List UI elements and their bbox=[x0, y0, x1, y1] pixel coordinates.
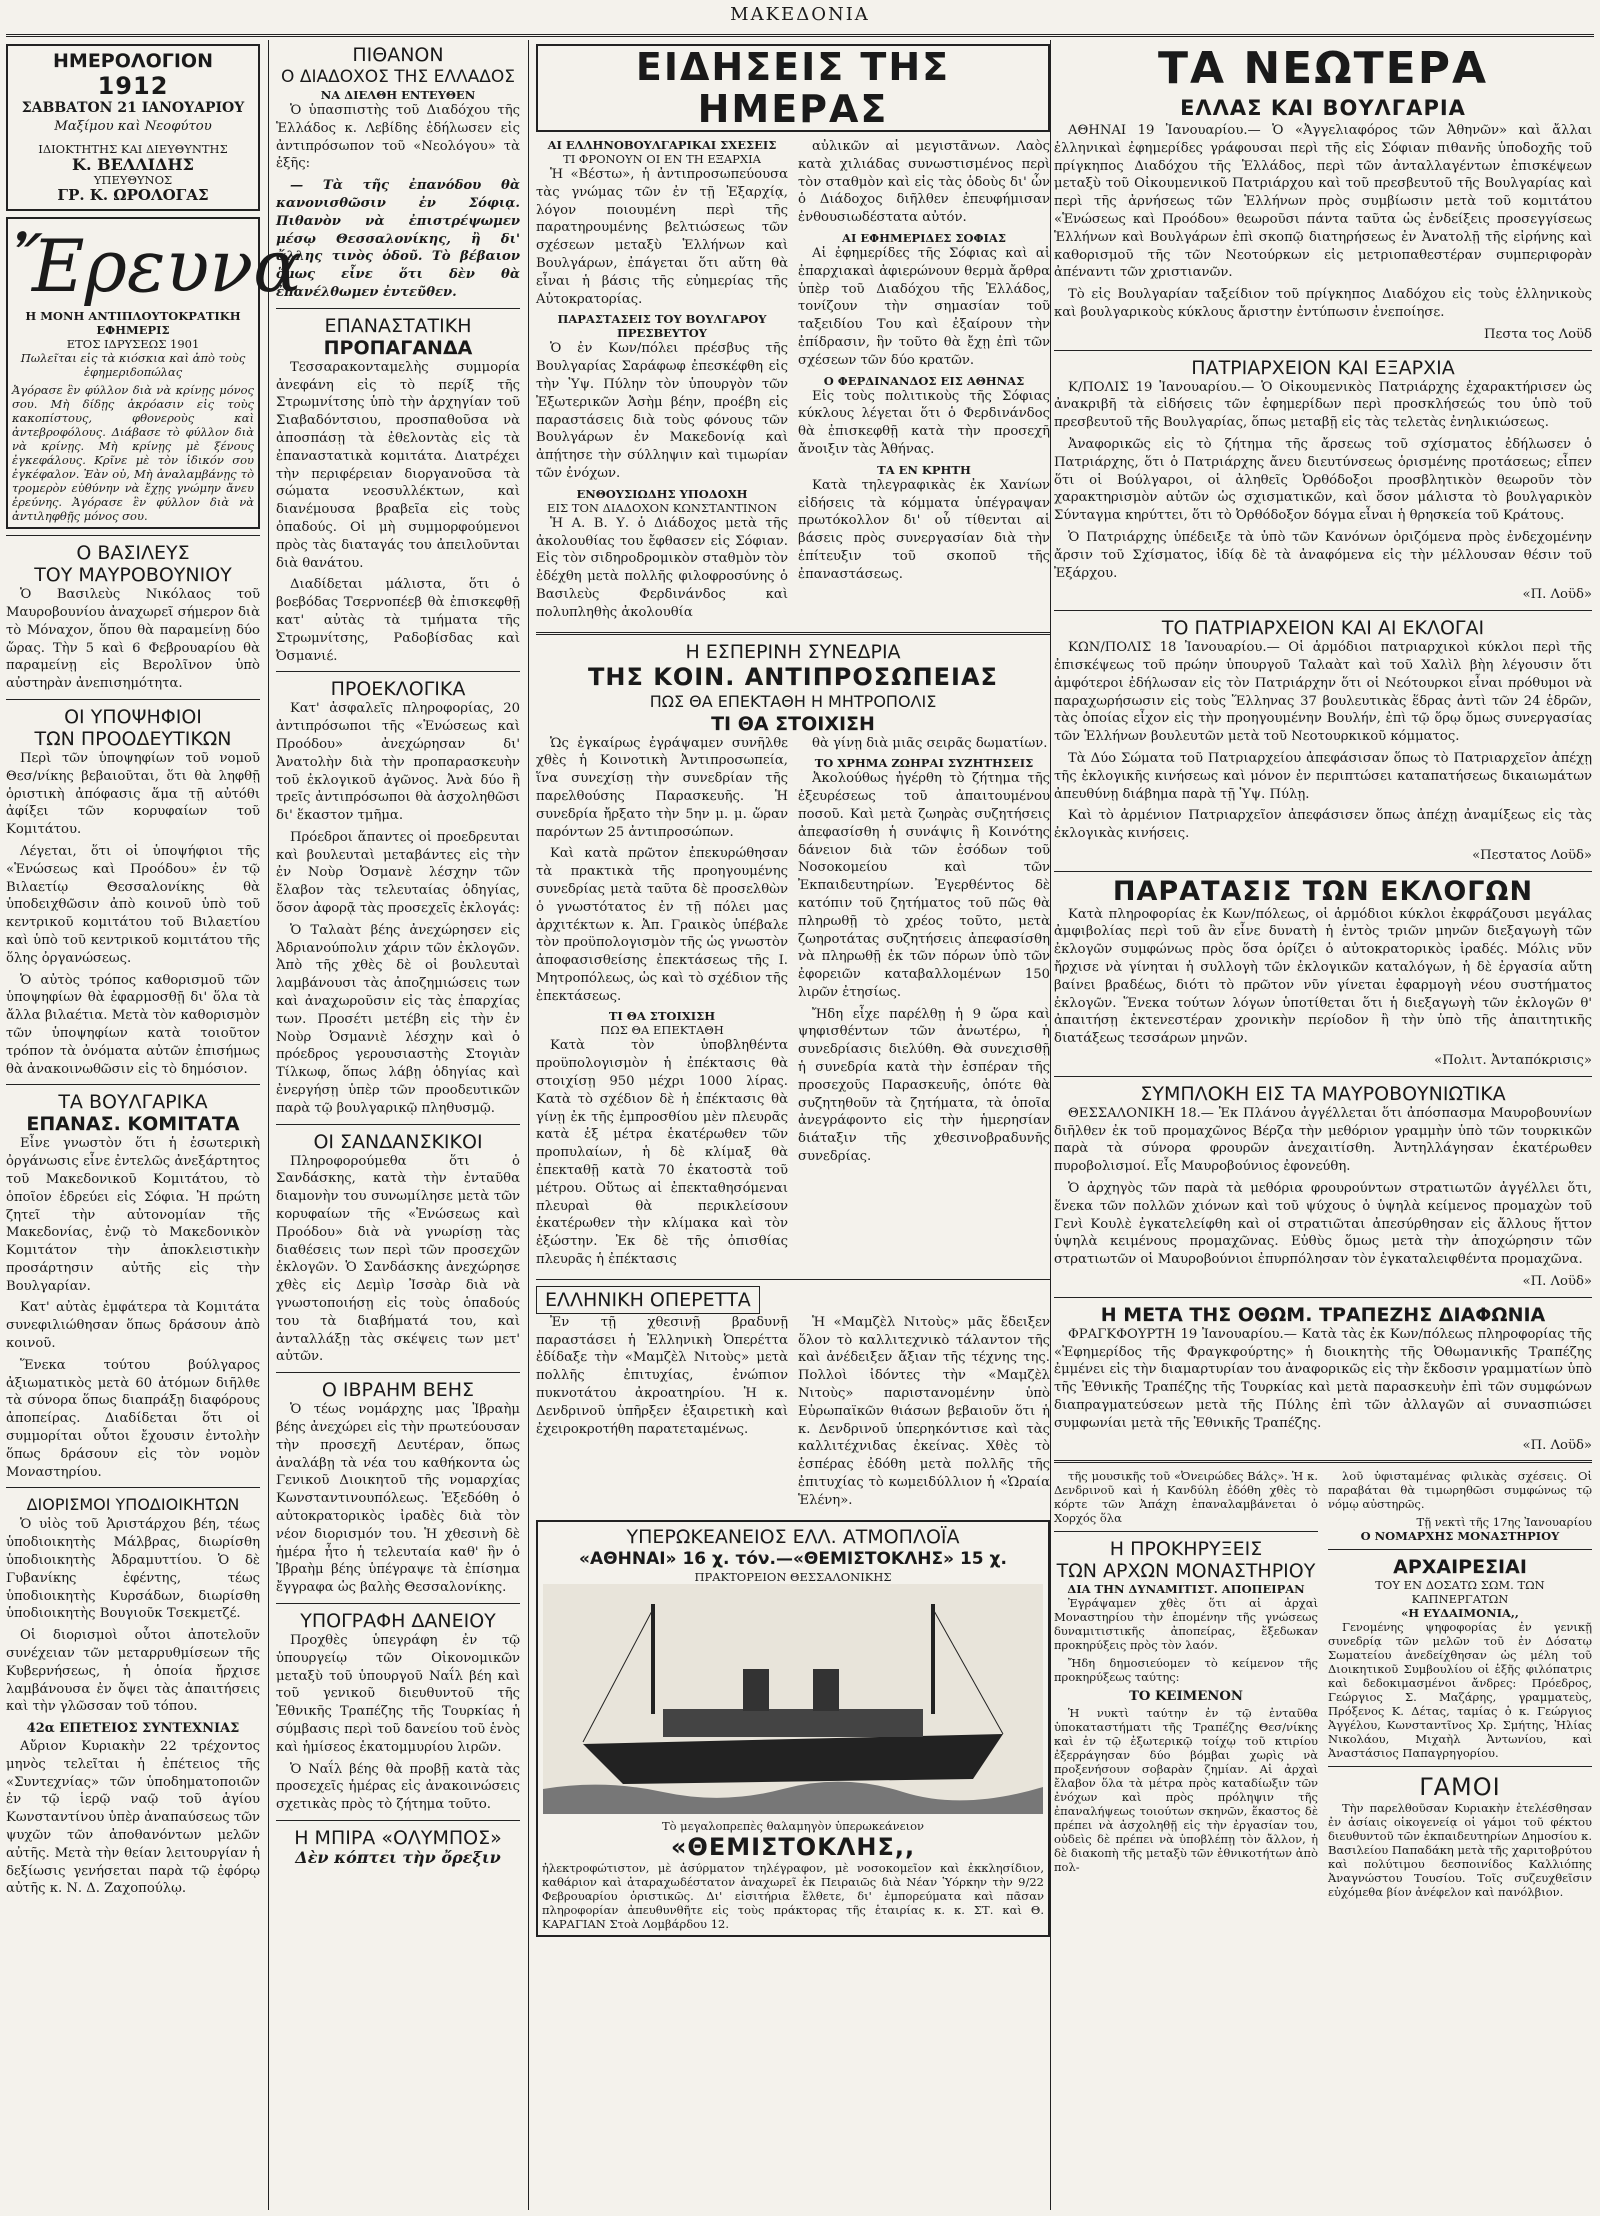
headline-presveftis: ΠΑΡΑΣΤΑΣΕΙΣ ΤΟΥ ΒΟΥΛΓΑΡΟΥ ΠΡΕΣΒΕΥΤΟΥ bbox=[557, 312, 767, 341]
column-divider bbox=[268, 40, 269, 2210]
ereuna-year: ΕΤΟΣ ΙΔΡΥΣΕΩΣ 1901 bbox=[66, 337, 200, 352]
operetta-left bbox=[536, 1314, 788, 1514]
article-text: Αὔριον Κυριακὴν 22 τρέχοντος μηνὸς τελεῖται ἡ ἐπέτειος τῆς «Συντεχνίας» τῶν ὑποδηματοποιῶν ἐν τῷ ἱερῷ ναῷ τοῦ ἁγίου Κωνσταντίνου ὑπὲρ ἀναπαύσεως τῶν ψυχῶν τῶν ἀποθανόντων μελῶν αὐτῆς. Μετὰ τὴν θείαν λειτουργίαν ἡ δεξίωσις γενήσεται παρὰ τῷ ἐφόρῳ αὐτῆς κ. Ν. Δ. Ζαχοπούλῳ. bbox=[6, 1739, 260, 1897]
divider bbox=[6, 1084, 260, 1085]
headline-diorismoi: ΔΙΟΡΙΣΜΟΙ ΥΠΟΔΙΟΙΚΗΤΩΝ bbox=[26, 1495, 240, 1515]
article-text: Τὴν παρελθοῦσαν Κυριακὴν ἐτελέσθησαν ἐν ἀσίαις οἰκογενείᾳ οἱ γάμοι τοῦ φέκτου διευθυντοῦ τῶν ἐκπαιδευτηρίων Δημοσίου κ. Βασιλείου Παπαδάκη μετὰ τῆς χαριτοβρύτου καὶ πολύτιμου δεσποινίδος Καλλιόπης Ἀναγνώστου Τουσίου. Τοῖς συζευχθεῖσιν εὐχόμεθα βίον ἀνέφελον καὶ πανόλβιον. bbox=[1328, 1801, 1592, 1900]
article-text: τῆς μουσικῆς τοῦ «Ὀνειρώδες Βάλς». Ἡ κ. Δενδρινοῦ καὶ ἡ Κανδύλη ἐδόθη χθὲς τὸ κόρτε τῶν Ἀπάχη ἐπαναλαμβάνεται ὁ Χορχός ὅλα bbox=[1054, 1469, 1318, 1526]
divider bbox=[1054, 1076, 1592, 1077]
ereuna-subtitle: Η ΜΟΝΗ ΑΝΤΙΠΛΟΥΤΟΚΡΑΤΙΚΗ ΕΦΗΜΕΡΙΣ bbox=[25, 309, 241, 338]
headline-neotera: ΤΑ ΝΕΩΤΕΡΑ bbox=[1157, 43, 1489, 94]
column-2 bbox=[276, 44, 520, 1867]
article-text: Κατὰ τηλεγραφικὰς ἐκ Χανίων εἰδήσεις τὰ κόμματα ὑπέγραψαν πρωτόκολλον δι' οὗ τίθενται αἱ βάσεις πρὸς συνεργασίαν διὰ τὴν ἐπίτευξιν τοῦ σκοποῦ τῆς ἐπαναστάσεως. bbox=[798, 477, 1050, 582]
divider bbox=[1328, 1766, 1592, 1767]
article-text: Κατ' αὐτὰς ἐμφάτερα τὰ Κομιτάτα συνεφιλιώθησαν ὅπως δράσουν ἀπὸ κοινοῦ. bbox=[6, 1300, 260, 1352]
owner-label: ΙΔΙΟΚΤΗΤΗΣ ΚΑΙ ΔΙΕΥΘΥΝΤΗΣ bbox=[38, 141, 228, 156]
divider bbox=[536, 1279, 1050, 1280]
divider bbox=[6, 1487, 260, 1488]
headline-atmoploia-sub: «ΑΘΗΝΑΙ» 16 χ. τόν.—«ΘΕΜΙΣΤΟΚΛΗΣ» 15 χ. bbox=[579, 1548, 1007, 1569]
headline-chrima: ΤΟ ΧΡΗΜΑ ΖΩΗΡΑΙ ΣΥΖΗΤΗΣΕΙΣ bbox=[814, 756, 1034, 771]
headline-voulgarika-sub: ΕΠΑΝΑΣ. ΚΟΜΙΤΑΤΑ bbox=[26, 1113, 240, 1136]
headline-eidiseis: ΕΙΔΗΣΕΙΣ ΤΗΣ ΗΜΕΡΑΣ bbox=[536, 44, 1050, 132]
article-text: Ὁ Ναΐλ βέης θὰ προβῇ κατὰ τὰς προσεχεῖς ἡμέρας εἰς ἀνακοινώσεις σχετικὰς πρὸς τὸ ζήτημα τοῦτο. bbox=[276, 1761, 520, 1813]
headline-tistoix: ΤΙ ΘΑ ΣΤΟΙΧΙΣΗ bbox=[608, 1009, 716, 1024]
article-text: Ἀκολούθως ἠγέρθη τὸ ζήτημα τῆς ἐξευρέσεως τοῦ ἀπαιτουμένου ποσοῦ. Καὶ μετὰ ζωηρὰς συζητήσεις ἀπεφασίσθη ἡ συνάψις ἢ Κοινότης δάνειον διὰ τῶν ἐσόδων τοῦ Νοσοκομείου καὶ τῶν Ἐκπαιδευτηρίων. Ἐγερθέντος δὲ κατόπιν τοῦ ζητήματος τοῦ πῶς θὰ πληρωθῇ τὸ χρέος τοῦτο, μετὰ ζωηροτάτας συζητήσεις ἀπεφασίσθη νὰ πληρωθῇ ἐκ τῶν πόρων ὑπὸ τῶν ἐφορειῶν καταβαλλομένων 150 λιρῶν ἐτησίως. bbox=[798, 771, 1050, 1000]
article-text: Ὁ Πατριάρχης ὑπέδειξε τὰ ὑπὸ τῶν Κανόνων ὁριζόμενα πρὸς ἐνδεχομένην ἄρσιν τοῦ Σχίσματος, ἰδίᾳ δὲ τὰ ἀναφόμενα εἰς τὴν μέλλουσαν θέσιν τοῦ Ἐξάρχου. bbox=[1054, 529, 1592, 581]
mpira-slogan: Δὲν κόπτει τὴν ὄρεξιν bbox=[295, 1847, 501, 1867]
headline-ferdinandos: Ο ΦΕΡΔΙΝΑΝΔΟΣ ΕΙΣ ΑΘΗΝΑΣ bbox=[823, 373, 1025, 388]
article-text: Τὰ Δύο Σώματα τοῦ Πατριαρχείου ἀπεφάσισαν ὅπως τὸ Πατριαρχεῖον ἀπέχῃ τῆς ἐκλογικῆς κινήσεως καὶ μόνον ἐν περιπτώσει καταπατήσεως δικαιωμάτων ἀπευθύνῃ διάβημα παρὰ τῇ Ὑψ. Πύλῃ. bbox=[1054, 750, 1592, 802]
article-text: Ἐν τῇ χθεσινῇ βραδυνῇ παραστάσει ἡ Ἑλληνικὴ Ὀπερέττα ἐδίδαξε τὴν «Μαμζὲλ Νιτοὺς» μετὰ πολλῆς ἐπιτυχίας, ἐνώπιον πυκνοτάτου ἀκροατηρίου. Ἡ κ. Δενδρινοῦ ὑπῆρξεν ἐξαιρετικὴ καὶ ἐχειροκροτήθη παρατεταμένως. bbox=[536, 1314, 788, 1437]
owner-name: Κ. ΒΕΛΛΙΔΗΣ bbox=[72, 154, 194, 174]
operetta-two-columns bbox=[536, 1314, 1050, 1514]
bottom-left bbox=[1054, 1469, 1318, 1903]
bottom-right bbox=[1328, 1469, 1592, 1903]
divider bbox=[1054, 350, 1592, 351]
ereuna-advert bbox=[6, 217, 302, 529]
headline-tistoix-sub: ΠΩΣ ΘΑ ΕΠΕΚΤΑΘΗ bbox=[600, 1023, 724, 1038]
signature: «Π. Λοϋδ» bbox=[1522, 587, 1592, 603]
article-text: θὰ γίνῃ διὰ μιᾶς σειρᾶς δωματίων. bbox=[812, 735, 1048, 751]
headline-synteхnia: 42α ΕΠΕΤΕΙΟΣ ΣΥΝΤΕΧΝΙΑΣ bbox=[26, 1721, 240, 1737]
divider bbox=[276, 1603, 520, 1604]
article-text: Κατ' ἀσφαλεῖς πληροφορίας, 20 ἀντιπρόσωποι τῆς «Ἑνώσεως καὶ Προόδου» ἀνεχώρησαν δι' Ἀνατολὴν διὰ τὴν προπαρασκευὴν τοῦ ἐκλογικοῦ ἀγῶνος. Ἀνὰ δύο ἢ τρεῖς ἀντιπρόσωποι θὰ ἀσχοληθῶσι δι' ἕκαστον τμῆμα. bbox=[276, 701, 520, 824]
headline-archieresiai-sub2: «Η ΕΥΔΑΙΜΟΝΙΑ,, bbox=[1401, 1606, 1519, 1621]
headline-pithanon-sub: Ο ΔΙΑΔΟΧΟΣ ΤΗΣ ΕΛΛΑΔΟΣ bbox=[281, 67, 515, 87]
headline-vasileus-sub: ΤΟΥ ΜΑΥΡΟΒΟΥΝΙΟΥ bbox=[34, 564, 232, 587]
headline-symploki: ΣΥΜΠΛΟΚΗ ΕΙΣ ΤΑ ΜΑΥΡΟΒΟΥΝΙΩΤΙΚΑ bbox=[1140, 1082, 1506, 1105]
headline-ellas: ΕΛΛΑΣ ΚΑΙ ΒΟΥΛΓΑΡΙΑ bbox=[1180, 96, 1466, 120]
article-text: Κατὰ πληροφορίας ἐκ Κων/πόλεως, οἱ ἁρμόδιοι κύκλοι ἐκφράζουσι μεγάλας ἀμφιβολίας περὶ τοῦ ἂν εἶνε δυνατὴ ἡ ἐντὸς τριῶν μηνῶν διεξαγωγὴ τῶν ἐκλογῶν συμφώνως πρὸς ὅσα ὁρίζει ὁ αὐτοκρατορικὸς ἰραδές. Μόλις νῦν ἤρχισε νὰ γίνηται ἡ συλλογὴ τῶν ἐκλογικῶν καταλόγων, ἡ δὲ ἐργασία αὕτη βαίνει βραδέως, διότι τὸ πρῶτον νῦν γίνεται ἐφαρμογὴ νέου συστήματος ἐκλογῶν. Ἕνεκα τούτων λόγων ὑποτίθεται ὅτι ἡ διεξαγωγὴ τῶν ἐκλογῶν θ' ἀπαιτήσῃ ἐκτενεστέραν χρονικὴν περίοδον ἢ τὴν ὑπὸ τῆς ἀπαιτητικῆς διατάξεως τεσσάρων μηνῶν. bbox=[1054, 906, 1592, 1047]
signature: «Πολιτ. Ἀνταπόκρισις» bbox=[1434, 1053, 1592, 1069]
headline-esperini-sub3: ΤΙ ΘΑ ΣΤΟΙΧΙΣΗ bbox=[711, 712, 875, 735]
calendar-date: ΣΑΒΒΑΤΟΝ 21 ΙΑΝΟΥΑΡΙΟΥ bbox=[21, 100, 245, 116]
article-text: Ἕνεκα τούτου βούλγαρος ἀξιωματικὸς μετὰ 60 ἀτόμων διῆλθε τὰ σύνορα ὅπως διαπράξῃ διαφόρους ἀποπείρας. Διαδίδεται ὅτι οἱ συμμορίται οὗτοι ἔχουσιν ἐντολὴν ὅπως δράσουν εἰς τὸν νομὸν Μοναστηρίου. bbox=[6, 1357, 260, 1480]
article-text: Οἱ διορισμοὶ οὗτοι ἀποτελοῦν συνέχειαν τῶν μεταρρυθμίσεων τῆς Κυβερνήσεως, ἡ ὁποία ἤρχισε λαμβάνουσα ἐν ὄψει τὰς ἀπαιτήσεις καὶ τὴν γλῶσσαν τοῦ τόπου. bbox=[6, 1628, 260, 1715]
article-text: Εἰς τοὺς πολιτικοὺς τῆς Σόφιας κύκλους λέγεται ὅτι ὁ Φερδινάνδος θὰ ἐπισκεφθῇ κατὰ τὴν προσεχῆ ἄνοιξιν τὰς Ἀθήνας. bbox=[798, 388, 1050, 457]
responsible-label: ΥΠΕΥΘΥΝΟΣ bbox=[93, 173, 173, 188]
headline-epanastatiki-sub: ΠΡΟΠΑΓΑΝΔΑ bbox=[323, 336, 473, 359]
divider bbox=[1054, 1531, 1318, 1532]
article-text: Ἐγράψαμεν χθὲς ὅτι αἱ ἀρχαὶ Μοναστηρίου τὴν ἑπομένην τῆς γνώσεως δυναμιτιστικῆς ἀποπείρας, ἔξεδωκαν προκηρύξεις πρὸς τὸν λαόν. bbox=[1054, 1596, 1318, 1653]
headline-ellbulg-sub: ΤΙ ΦΡΟΝΟΥΝ ΟΙ ΕΝ ΤΗ ΕΞΑΡΧΙΑ bbox=[563, 152, 761, 166]
article-text: Ἡ Α. Β. Υ. ὁ Διάδοχος μετὰ τῆς ἀκολουθίας του ἔφθασεν εἰς Σόφιαν. Εἰς τὸν σιδηροδρομικὸν σταθμὸν τὸν ἐδέχθη μετὰ πολλῆς φιλοφροσύνης ὁ Βασιλεὺς Φερδινάνδος καὶ πολυπληθὴς ἀκολουθία bbox=[536, 515, 788, 620]
headline-gamoi: ΓΑΜΟΙ bbox=[1419, 1773, 1501, 1802]
headline-ellbulg: ΑΙ ΕΛΛΗΝΟΒΟΥΛΓΑΡΙΚΑΙ ΣΧΕΣΕΙΣ bbox=[547, 138, 777, 152]
ereuna-logo: Ἔρευνα bbox=[12, 224, 302, 309]
headline-operetta: ΕΛΛΗΝΙΚΗ ΟΠΕΡΕΤΤΑ bbox=[536, 1286, 760, 1314]
nomarch-signature: Ο ΝΟΜΑΡΧΗΣ ΜΟΝΑΣΤΗΡΙΟΥ bbox=[1360, 1529, 1560, 1544]
article-text: Ὁ ἀρχηγὸς τῶν παρὰ τὰ μεθόρια φρουρούντων στρατιωτῶν ἀγγέλλει ὅτι, ἕνεκα τῶν πολλῶν χιόνων καὶ τοῦ ψύχους ὁ ὑψηλὰ κείμενος προμαχὼν τοῦ Γενὶ Κουλὲ ἐγκατελείφθη καὶ οἱ στρατιῶται ἀπεσύρθησαν εἰς ἄλλους ἥττον ὑψηλὰ κειμένους προμαχῶνας. Εὐθὺς ὅμως μετὰ τὴν ἀποχώρησιν τῶν στρατιωτῶν οἱ Μαυροβούνιοι ἐπυρπόλησαν τὸν ἐγκαταλειφθέντα προμαχῶνα. bbox=[1054, 1181, 1592, 1268]
headline-epanastatiki: ΕΠΑΝΑΣΤΑΤΙΚΗ bbox=[324, 314, 472, 337]
news-right bbox=[798, 138, 1050, 626]
news-two-columns bbox=[536, 138, 1050, 626]
headline-enthous: ΕΝΘΟΥΣΙΩΔΗΣ ΥΠΟΔΟΧΗ bbox=[576, 486, 748, 501]
article-text: Ὁ Ταλαὰτ βέης ἀνεχώρησεν εἰς Ἀδριανούπολιν χάριν τῶν ἐκλογῶν. Ἀπὸ τῆς χθὲς δὲ οἱ βουλευταὶ λαμβάνουσι τὰς ἀποζημιώσεις των καὶ ἀναχωροῦσιν εἰς τὰς ἐπαρχίας των. Προσέτι μετέβη εἰς τὴν ἐν Νοὺρ Ὀσμανιὲ λέσχην καὶ ὁ πρόεδρος γερουσιαστὴς Στογιὰν Τίλκωφ, ὅπως λάβῃ ὁδηγίας καὶ ἐνεργήσῃ ὑπὲρ τῶν προοδευτικῶν παρὰ τῷ βουλγαρικῷ πληθυσμῷ. bbox=[276, 922, 520, 1116]
esperini-two-columns bbox=[536, 735, 1050, 1273]
headline-prokiryxeis-sub2: ΔΙΑ ΤΗΝ ΔΥΝΑΜΙΤΙΣΤ. ΑΠΟΠΕΙΡΑΝ bbox=[1067, 1582, 1305, 1597]
signature: «Π. Λοϋδ» bbox=[1522, 1437, 1592, 1453]
headline-ekloges: ΤΟ ΠΑΤΡΙΑΡΧΕΙΟΝ ΚΑΙ ΑΙ ΕΚΛΟΓΑΙ bbox=[1161, 617, 1485, 640]
headline-keimeno: ΤΟ ΚΕΙΜΕΝΟΝ bbox=[1129, 1689, 1243, 1705]
article-text: Διαδίδεται μάλιστα, ὅτι ὁ βοεβόδας Τσερνοπέεβ θὰ ἐπισκεφθῇ κατ' αὐτὰς τὰ τμήματα τῆς Στρωμνίτσης, Ραδοβίσδας καὶ Ὀσμανιέ. bbox=[276, 577, 520, 664]
divider bbox=[1328, 1549, 1592, 1550]
article-text: Ἡ «Βέστω», ἡ ἀντιπροσωπεύουσα τὰς γνώμας τῶν ἐν τῇ Ἐξαρχίᾳ, λόγον ποιουμένη περὶ τῆς παρατηρουμένης βελτιώσεως τῶν σχέσεων μεταξὺ Ἑλλήνων καὶ Βουλγάρων, ἐπάγεται ὅτι αὕτη θὰ εἶναι ἡ βάσις τῆς εὐημερίας τῆς Αὐτοκρατορίας. bbox=[536, 167, 788, 307]
divider bbox=[276, 308, 520, 309]
column-1 bbox=[6, 44, 302, 1902]
headline-ypografi: ΥΠΟΓΡΑΦΗ ΔΑΝΕΙΟΥ bbox=[300, 1609, 496, 1632]
ship-text: ἠλεκτροφώτιστον, μὲ ἀσύρματον τηλέγραφον, μὲ νοσοκομεῖον καὶ ἐκκλησίδιον, καθάριον καὶ ἀταραχωδέστατον ἀναχωρεῖ ἐκ Πειραιῶς διὰ Νέαν Ὑόρκην τὴν 9/22 Φεβρουαρίου ὁριστικῶς. Δι' εἰσιτήρια ἔλθετε, δι' ἐμπορεύματα καὶ πᾶσαν πληροφορίαν ἀπευθυνθῆτε εἰς τοὺς πράκτορας τῆς ἑταιρίας κ. κ. ΣΤ. καὶ Θ. ΚΑΡΑΓΙΑΝ Στοὰ Λομβάρδου 12. bbox=[542, 1861, 1044, 1932]
article-text: Λέγεται, ὅτι οἱ ὑποψήφιοι τῆς «Ἑνώσεως καὶ Προόδου» ἐν τῷ Βιλαετίῳ Θεσσαλονίκης θὰ ὑποδειχθῶσιν ἀπὸ κοινοῦ ὑπὸ τοῦ κεντρικοῦ κομιτάτου τοῦ Βιλαετίου καὶ ὑπὸ τοῦ κεντρικοῦ κομιτάτου τῆς ὅλης ὀργανώσεως. bbox=[6, 843, 260, 966]
bottom-two-columns bbox=[1054, 1469, 1592, 1903]
article-text: Καὶ τὸ ἀρμένιον Πατριαρχεῖον ἀπεφάσισεν ὅπως ἀπέχῃ ἀναμίξεως εἰς τὰς ἐκλογικὰς κινήσεις. bbox=[1054, 808, 1592, 842]
divider bbox=[276, 671, 520, 672]
headline-ypopsifioi: ΟΙ ΥΠΟΨΗΦΙΟΙ bbox=[64, 705, 202, 728]
headline-enthous-sub: ΕΙΣ ΤΟΝ ΔΙΑΔΟΧΟΝ ΚΩΝΣΤΑΝΤΙΝΟΝ bbox=[547, 500, 777, 515]
headline-ypopsifioi-sub: ΤΩΝ ΠΡΟΟΔΕΥΤΙΚΩΝ bbox=[34, 727, 232, 750]
ereuna-text: Ἀγόρασε ἓν φύλλον διὰ νὰ κρίνῃς μόνος σου. Μὴ δίδῃς ἀκρόασιν εἰς τοὺς κακοπίστους, φθονεροὺς καὶ ἀντεβροφόλους. Διάβασε τὸ φύλλον διὰ νὰ κρίνῃς. Μὴ κρίνῃς μὲ ξένους ἐγκεφάλους. Κρῖνε μὲ τὸν ἰδικόν σου ἐγκέφαλον. Ἐὰν οὐ, Μὴ ἀναλαμβάνῃς τὸ τρομερὸν εὐθύνην νὰ ἔχῃς γνώμην ἄνευ ἐρεύνης. Ἀγόρασε ἓν φύλλον διὰ νὰ ἀντιληφθῇς μόνος σου. bbox=[12, 383, 254, 524]
headline-pithanon-sub2: ΝΑ ΔΙΕΛΘΗ ΕΝΤΕΥΘΕΝ bbox=[320, 88, 476, 102]
signature: «Π. Λοϋδ» bbox=[1522, 1274, 1592, 1290]
article-text: Γενομένης ψηφοφορίας ἐν γενικῇ συνεδρίᾳ τῶν μελῶν τοῦ ἐν Δόσατῳ Σωματείου ἀνεδείχθησαν ὡς μέλη τοῦ Διοικητικοῦ Συμβουλίου οἱ ἑξῆς φιλόπατρις καὶ δεδοκιμασμένοι ἄνδρες: Πρόεδρος, Γεώργιος Σ. Μαζάρης, γραμματεὺς, Πρόξενος Κ. Δέτας, ταμίας ὁ κ. Γεώργιος Ἀγγέλου, Κωνσταντῖνος Χρ. Σμήτης, Ἠλίας Νικολάου, Μιχαὴλ Ἀντωνίου, καὶ Ἀναστάσιος Παπαγρηγορίου. bbox=[1328, 1620, 1592, 1761]
esperini-left bbox=[536, 735, 788, 1273]
article-text: Περὶ τῶν ὑποψηφίων τοῦ νομοῦ Θεσ/νίκης βεβαιοῦται, ὅτι θὰ ληφθῇ ὁριστικὴ ἀπόφασις ἅμα τῇ αὐτόθι ἀφίξει τῶν κορυφαίων τοῦ Κομιτάτου. bbox=[6, 750, 260, 838]
divider bbox=[536, 632, 1050, 635]
calendar-saints: Μαξίμου καὶ Νεοφύτου bbox=[54, 118, 212, 134]
article-text: Ὁ τέως νομάρχης μας Ἰβραὴμ βέης ἀνεχώρει εἰς τὴν πρωτεύουσαν τὴν προσεχῆ Δευτέραν, ὅπως ἀναλάβῃ τὰ νέα του καθήκοντα ὡς Γενικοῦ Διοικητοῦ τῆς νομαρχίας Κωνσταντινουπόλεως. Ἐξεδόθη ὁ αὐτοκρατορικὸς ἰραδὲς διὰ τὸν νέον διορισμόν του. Ἡ χθεσινὴ δὲ ἡμέρα ἦτο ἡ τελευταία καθ' ἣν ὁ Ἰβραὴμ βέης ὑπέγραψε τὰ ἐπίσημα ἔγγραφα ὡς βαλὴς Θεσσαλονίκης. bbox=[276, 1402, 520, 1596]
ship-caption: Τὸ μεγαλοπρεπὲς θαλαμηγὸν ὑπερωκεάνειον bbox=[661, 1819, 925, 1834]
masthead-rule bbox=[6, 34, 1594, 37]
divider bbox=[276, 1124, 520, 1125]
headline-paratasis: ΠΑΡΑΤΑΣΙΣ ΤΩΝ ΕΚΛΟΓΩΝ bbox=[1112, 875, 1534, 907]
divider bbox=[276, 1372, 520, 1373]
article-text: ΘΕΣΣΑΛΟΝΙΚΗ 18.— Ἐκ Πλάνου ἀγγέλλεται ὅτι ἀπόσπασμα Μαυροβουνίων διῆλθεν ἐκ τοῦ προμαχῶνος Βέρζα τὴν μεθόριον γραμμὴν ὑπὸ τῶν τουρκικῶν παρὰ τὰ σύνορα φρουρῶν ἀνεχαιτίσθη. Ἀντηλλάγησαν ἑκατέρωθεν πυροβολισμοί. Εἷς Μαυροβούνιος ἐφονεύθη. bbox=[1054, 1105, 1592, 1175]
article-text: Ἡ «Μαμζὲλ Νιτοὺς» μᾶς ἔδειξεν ὅλον τὸ καλλιτεχνικὸ τάλαντον τῆς καὶ ἀνέδειξεν ἄξιαν τῆς τέχνης της. Πολλοὶ ἰδόντες τὴν «Μαμζὲλ Νιτοὺς» παριστανομένην ὑπὸ Εὐρωπαϊκῶν θιάσων βεβαιοῦν ὅτι ἡ κ. Δενδρινοῦ ὑπερηκόντισε καὶ τὰς καλλιτέχνιδας ἐκείνας. Χθὲς τὸ ἑσπέρας ἐδόθη μετὰ πολλῆς τῆς ἐπιτυχίας τὸ κωμειδύλλιον ἡ «Ὡραία Ἑλένη». bbox=[798, 1314, 1050, 1508]
article-text: — Τὰ τῆς ἐπανόδου θὰ κανονισθῶσιν ἐν Σόφιᾳ. Πιθανὸν νὰ ἐπιστρέψωμεν μέσῳ Θεσσαλονίκης, ἢ δι' ἄλλης τινὸς ὁδοῦ. Τὸ βέβαιον ὅμως εἶνε ὅτι δὲν θὰ ἐπανέλθωμεν ἐντεῦθεν. bbox=[276, 178, 520, 300]
article-text: Προχθὲς ὑπεγράφη ἐν τῷ ὑπουργείῳ τῶν Οἰκονομικῶν μεταξὺ τοῦ ὑπουργοῦ Ναΐλ βέη καὶ τοῦ γενικοῦ διευθυντοῦ τῆς Ἐθνικῆς Τραπέζης τῆς Τουρκίας ἡ σύμβασις περὶ τοῦ δανείου τοῦ ἑνὸς καὶ ἡμίσεος ἑκατομμυρίου λιρῶν. bbox=[276, 1632, 520, 1755]
article-text: ΚΩΝ/ΠΟΛΙΣ 18 Ἰανουαρίου.— Οἱ ἁρμόδιοι πατριαρχικοὶ κύκλοι περὶ τῆς ἐπισκέψεως τοῦ πρώην ὑπουργοῦ Ταλαὰτ καὶ τοῦ Χαλὶλ βὴη λέγουσιν ὅτι ἀμφότεροι ἐδήλωσαν εἰς τὸν Πατριάρχην ὅτι οἱ Νεότουρκοι εἶναι πρόθυμοι νὰ παραχωρήσωσιν εἰς τοὺς Ἕλληνας 37 βουλευτικὰς ἕδρας ἀντὶ τῶν 24 ἑδρῶν, τὰς ὁποίας εἶχον εἰς τὴν προηγουμένην Βουλήν, ἐπὶ τῷ ὅρῳ ὅμως συνεργασίας τῶν Ἑλλήνων βουλευτῶν μετὰ τοῦ Νεοτουρκικοῦ κόμματος. bbox=[1054, 640, 1592, 745]
headline-archieresiai-sub: ΤΟΥ ΕΝ ΔΟΣΑΤΩ ΣΩΜ. ΤΩΝ ΚΑΠΝΕΡΓΑΤΩΝ bbox=[1375, 1578, 1545, 1607]
headline-prokiryxeis: Η ΠΡΟΚΗΡΥΞΕΙΣ bbox=[1109, 1538, 1263, 1561]
news-left bbox=[536, 138, 788, 626]
headline-vasileus: Ο ΒΑΣΙΛΕΥΣ bbox=[76, 542, 190, 565]
calendar-year: 1912 bbox=[97, 72, 169, 100]
divider bbox=[6, 535, 260, 536]
divider bbox=[1054, 1460, 1592, 1463]
article-text: Ὁ ὑπασπιστὴς τοῦ Διαδόχου τῆς Ἑλλάδος κ. Λεβίδης ἐδήλωσεν εἰς ἀντιπρόσωπον τοῦ «Νεολόγου» τὰ ἑξῆς: bbox=[276, 103, 520, 172]
headline-archieresiai: ΑΡΧΑΙΡΕΣΙΑΙ bbox=[1393, 1556, 1527, 1579]
esperini-right bbox=[798, 735, 1050, 1273]
headline-proeklogika: ΠΡΟΕΚΛΟΓΙΚΑ bbox=[330, 678, 466, 701]
article-text: Κ/ΠΟΛΙΣ 19 Ἰανουαρίου.— Ὁ Οἰκουμενικὸς Πατριάρχης ἐχαρακτήρισεν ὡς ἀνακριβῆ τὰ εἰδήσεις τῶν ἐφημερίδων περὶ προσκλήσεώς του ὑπὸ τοῦ πρεσβευτοῦ τῆς Βουλγαρίας, ὅπως μεταβῇ εἰς τὰς τελετὰς ἐνηλικιώσεως. bbox=[1054, 379, 1592, 431]
calendar-box bbox=[6, 44, 260, 211]
ereuna-sell: Πωλεῖται εἰς τὰ κιόσκια καὶ ἀπὸ τοὺς ἐφημεριδοπώλας bbox=[20, 351, 246, 380]
signature: «Πεστατος Λοϋδ» bbox=[1472, 847, 1592, 863]
operetta-right bbox=[798, 1314, 1050, 1514]
article-text: Ὁ Βασιλεὺς Νικόλαος τοῦ Μαυροβουνίου ἀναχωρεῖ σήμερον διὰ τὸ Μόναχον, ὅπου θὰ παραμείνῃ δύο ὥρας. Τὴν 5 καὶ 6 Φεβρουαρίου θὰ παραμείνῃ εἰς Βερολῖνον ὑπὸ αὐστηρὰν ἀνεπισημότητα. bbox=[6, 587, 260, 692]
article-text: Καὶ κατὰ πρῶτον ἐπεκυρώθησαν τὰ πρακτικὰ τῆς προηγουμένης συνεδρίας μετὰ ταῦτα δὲ προσελθὼν ὁ γνωστότατος ἐν τῇ πόλει μας ἀρχιτέκτων κ. Ἀπ. Γραικὸς ὑπέβαλε τὸν προϋπολογισμὸν τῆς ὡς γνωστὸν ἀποφασισθείσης ἐπεκτάσεως τῆς Ι. Μητροπόλεως, ὡς καὶ τὸ σχέδιον τῆς ἐπεκτάσεως. bbox=[536, 846, 788, 1004]
divider bbox=[276, 1820, 520, 1821]
article-text: Ὁ υἱὸς τοῦ Ἀριστάρχου βέη, τέως ὑποδιοικητὴς Μάλβρας, διωρίσθη ὑποδιοικητὴς Ἀδραμυττίου. Ὁ δὲ Γυβανίκης ἐφέντης, τέως ὑποδιοικητὴς Κυρσάδων, διωρίσθη ὑποδιοικητὴς Βουγιοῦκ Τσεκμετζέ. bbox=[6, 1517, 260, 1622]
calendar-title: ΗΜΕΡΟΛΟΓΙΟΝ bbox=[53, 50, 213, 72]
article-text: Ὁ αὐτὸς τρόπος καθορισμοῦ τῶν ὑποψηφίων θὰ ἐφαρμοσθῇ δι' ὅλα τὰ ἄλλα βιλαέτια. Μετὰ τὸν καθορισμὸν τῶν ὑποψηφίων κατὰ τοιοῦτον τρόπον τὰ ὀνόματα αὐτῶν ἐπισήμως θὰ ἀνακοινωθῶσιν εἰς τὸ δημόσιον. bbox=[6, 972, 260, 1077]
headline-esperini-sub2: ΠΩΣ ΘΑ ΕΠΕΚΤΑΘΗ Η ΜΗΤΡΟΠΟΛΙΣ bbox=[649, 691, 937, 711]
responsible-name: ΓΡ. Κ. ΩΡΟΛΟΓΑΣ bbox=[57, 186, 209, 205]
article-text: Ἡ νυκτὶ ταύτην ἐν τῷ ἐνταῦθα ὑποκαταστήματι τῆς Τραπέζης Θεσ/νίκης καὶ ἐν τῷ ἐξωτερικῷ τοίχῳ τοῦ κτιρίου ἐξερράγησαν δύο βόμβαι χωρὶς νὰ προξενήσουν σοβαρὰν ζημίαν. Αἱ ἀρχαὶ ἔλαβον ὅλα τὰ μέτρα πρὸς καταδίωξιν τῶν ἐνόχων καὶ πρὸς πρόληψιν τῆς ἐπαναλήψεως τοιούτων σκηνῶν, ἕκαστος δὲ πρέπει νὰ ἀσχοληθῇ εἰς τὴν ἐργασίαν του, οὐδεὶς δὲ πρέπει νὰ ὑποβλέπῃ τὸν ἄλλον, ἡ δὲ διακοπὴ τῆς μεταξὺ τῶν ἐθνικοτήτων ἀπὸ πολ- bbox=[1054, 1706, 1318, 1875]
headline-atmoploia-sub2: ΠΡΑΚΤΟΡΕΙΟΝ ΘΕΣΣΑΛΟΝΙΚΗΣ bbox=[694, 1569, 892, 1584]
article-text: Ὡς ἐγκαίρως ἐγράψαμεν συνῆλθε χθὲς ἡ Κοινοτικὴ Ἀντιπροσωπεία, ἵνα συνεχίσῃ τὴν συνεδρίαν τῆς παρελθούσης Παρασκευῆς. Ἡ συνεδρία ἤρξατο τὴν 5ην μ. μ. ὥραν παρόντων 25 ἀντιπροσώπων. bbox=[536, 735, 788, 840]
article-text: Ἀναφορικῶς εἰς τὸ ζήτημα τῆς ἄρσεως τοῦ σχίσματος ἐδήλωσεν ὁ Πατριάρχης, ὅτι ὁ Πατριάρχης ἄνευ διευτύνσεως ὁρισμένης προτάσεως; εἶπεν ὅτι οἱ Βούλγαροι, οἱ ἀληθεῖς Ὀρθόδοξοι προσβλητικὸν θεωροῦν τὸν χαρακτηρισμὸν αὐτῶν ὡς σχισματικῶν, καὶ ὅσον μάλιστα τὸ βουλγαρικὸν Σύνταγμα κηρύττει, ὅτι τὸ Ὀρθόδοξον δόγμα εἶναι ἡ θρησκεία τοῦ Κράτους. bbox=[1054, 436, 1592, 524]
headline-esperini: Η ΕΣΠΕΡΙΝΗ ΣΥΝΕΔΡΙΑ bbox=[685, 640, 901, 663]
article-text: ΑΘΗΝΑΙ 19 Ἰανουαρίου.— Ὁ «Ἀγγελιαφόρος τῶν Ἀθηνῶν» καὶ ἄλλαι ἑλληνικαὶ ἐφημερίδες γράφουσαι περὶ τῆς εἰς Σόφιαν πιθανῆς ὑποδοχῆς τοῦ πρίγκηπος Διαδόχου τῆς Ἑλλάδος, περὶ τῶν ἀνταλλαγέντων ἐπισκέψεων μεταξὺ τοῦ Οἰκουμενικοῦ Πατριάρχου καὶ τοῦ πρεσβευτοῦ τῆς Βουλγαρίας καὶ περὶ τῆς ἀρνήσεως τῶν Ἑλλήνων πρὸς συμβίωσιν μετὰ τοῦ κομιτάτου «Ἑνώσεως καὶ Προόδου» θεωροῦσι πάντα ταῦτα ὡς ἐνδείξεις προσεγγίσεως Ἑλλήνων καὶ Βουλγάρων ἐπὶ σκοπῷ διατηρήσεως ἐν Ἀνατολῇ τῆς εἰρήνης καὶ καθορισμοῦ τῆς τῶν Νεοτούρκων εἰς μετριοπαθεστέραν συμπεριφορὰν ἀπέναντι τῶν χριστιανῶν. bbox=[1054, 123, 1592, 281]
divider bbox=[1054, 871, 1592, 872]
article-text: ΦΡΑΓΚΦΟΥΡΤΗ 19 Ἰανουαρίου.— Κατὰ τὰς ἐκ Κων/πόλεως πληροφορίας τῆς «Ἐφημερίδος τῆς Φραγκφούρτης» ἡ διοικητὴς τῆς Ὀθωμανικῆς Τραπέζης ἐμμένει εἰς τὴν διαμαρτυρίαν του ἀναφορικῶς εἰς τὴν ἔκδοσιν γραμματίων ὑπὸ τῆς Ἐθνικῆς Τραπέζης τῆς Τουρκίας καὶ μετὰ παρασκευὴν ἐπὶ τῶν συμφώνων διαπραγματεύσεων μετὰ τῆς Πύλης ἐπὶ τῶν ἀλλαγῶν αἱ συνασπιώσει συμφωνίαι μετὰ τῆς Ἐθνικῆς Τραπέζης. bbox=[1054, 1326, 1592, 1431]
divider bbox=[1054, 1297, 1592, 1298]
article-text: Πρόεδροι ἅπαντες οἱ προεδρευται καὶ βουλευταὶ μεταβάντες εἰς τὴν ἐν Νοὺρ Ὀσμανὲ λέσχην τῶν ἔλαβον τὰς τελευταίας ὁδηγίας, ὅσον ἀφορᾷ τὰς προσεχεῖς ἐκλογάς: bbox=[276, 829, 520, 917]
headline-trapezis: Η ΜΕΤΑ ΤΗΣ ΟΘΩΜ. ΤΡΑΠΕΖΗΣ ΔΙΑΦΩΝΙΑ bbox=[1100, 1303, 1546, 1326]
article-text: Κατὰ τὸν ὑποβληθέντα προϋπολογισμὸν ἡ ἐπέκτασις θὰ στοιχίσῃ 950 μέχρι 1000 λίρας. Κατὰ τὸ σχέδιον δὲ ἡ ἐπέκτασις θὰ γίνῃ ἐκ τῆς ἐμπροσθίου μὲν πλευρᾶς κατὰ ἑξ μέτρα ἑκατέρωθεν τῶν προπυλαίων, ἡ δὲ κλίμαξ θὰ ἐπεκταθῇ κατὰ 70 ἑκατοστὰ τοῦ μέτρου. Οὕτως αἱ ἐπεκταθησόμεναι πλευραὶ θὰ περικλείσουν ἑκατέρωθεν τὴν κλίμακα καὶ τὸν ἐξώστην. Ἐκ δὲ τῆς ὀπισθίας πλευρᾶς ἡ ἐπέκτασις bbox=[536, 1038, 788, 1268]
headline-voulgarika: ΤΑ ΒΟΥΛΓΑΡΙΚΑ bbox=[58, 1091, 208, 1114]
headline-efimerides: ΑΙ ΕΦΗΜΕΡΙΔΕΣ ΣΟΦΙΑΣ bbox=[842, 230, 1006, 245]
divider bbox=[6, 699, 260, 700]
ship-name: «ΘΕΜΙΣΤΟΚΛΗΣ,, bbox=[670, 1833, 916, 1862]
headline-mpira: Η ΜΠΙΡΑ «ΟΛΥΜΠΟΣ» bbox=[294, 1826, 502, 1849]
signature: Πεστα τος Λοϋδ bbox=[1484, 326, 1592, 342]
headline-prokiryxeis-sub: ΤΩΝ ΑΡΧΩΝ ΜΟΝΑΣΤΗΡΙΟΥ bbox=[1056, 1560, 1316, 1583]
steamship-illustration bbox=[542, 1584, 1044, 1814]
article-text: Εἶνε γνωστὸν ὅτι ἡ ἐσωτερικὴ ὀργάνωσις εἶνε ἐντελῶς ἀνεξάρτητος τοῦ Μακεδονικοῦ Κομιτάτου, τὸ ὁποῖον ἑδρεύει εἰς Σόφια. Ἡ πρώτη ζητεῖ τὴν αὐτονομίαν τῆς Μακεδονίας, ἐνῷ τὸ Μακεδονικὸν Κομιτάτον τὴν ἀποκλειστικὴν προσάρτησιν αὐτῆς εἰς τὴν Βουλγαρίαν. bbox=[6, 1136, 260, 1294]
column-3 bbox=[536, 44, 1050, 1937]
column-divider bbox=[528, 40, 529, 2210]
article-text: Πληροφορούμεθα ὅτι ὁ Σανδάσκης, κατὰ τὴν ἐνταῦθα διαμονὴν του συνωμίλησε μετὰ τῶν κορυφαίων τῆς «Ἑνώσεως καὶ Προόδου» διὰ νὰ γνωρίσῃ τὰς διαθέσεις των περὶ τῶν προσεχῶν ἐκλογῶν. Ὁ Σανδάσκης ἀνεχώρησε χθὲς εἰς Δεμὶρ Ἰσσὰρ διὰ νὰ γνωστοποιήσῃ εἰς τοὺς ὁπαδούς του τὰ διαβήματά του, καὶ ἀνταλλάξῃ τὰς σκέψεις των μετ' αὐτῶν. bbox=[276, 1153, 520, 1365]
headline-sandanskikoi: ΟΙ ΣΑΝΔΑΝΣΚΙΚΟΙ bbox=[313, 1130, 483, 1153]
headline-esperini-sub: ΤΗΣ ΚΟΙΝ. ΑΝΤΙΠΡΟΣΩΠΕΙΑΣ bbox=[588, 662, 998, 691]
article-text: Ἤδη εἶχε παρέλθῃ ἡ 9 ὥρα καὶ ψηφισθέντων τῶν ἀνωτέρω, ἡ συνεδρίασις διελύθη. Θὰ συνεχισθῇ ἡ συνεδρία κατὰ τὴν ἑσπέραν τῆς προσεχοῦς Παρασκευῆς, ὁπότε θὰ συζητηθοῦν τὰ ζητήματα, τὰ ὁποῖα ἀνεγράφοντο εἰς τὴν ἡμερησίαν διάταξιν τῆς χθεσινοβραδυνῆς συνεδρίας. bbox=[798, 1006, 1050, 1165]
article-text: Αἱ ἐφημερίδες τῆς Σόφιας καὶ αἱ ἐπαρχιακαὶ ἀφιερώνουν θερμὰ ἄρθρα ὑπὲρ τοῦ Διαδόχου τῆς Ἑλλάδος, τονίζουν τὴν σημασίαν τοῦ ταξειδίου Του καὶ ἐξαίρουν τὴν ἐπίδρασιν, ἣν τοῦτο θὰ ἔχῃ ἐπὶ τῶν σχέσεων τῶν δύο κρατῶν. bbox=[798, 245, 1050, 368]
article-text: Ὁ ἐν Κων/πόλει πρέσβυς τῆς Βουλγαρίας Σαράφωφ ἐπεσκέφθη εἰς τὴν Ὑψ. Πύλην τὸν ὑπουργὸν τῶν Ἐξωτερικῶν Ἀσὴμ βέην, προέβη εἰς παραστάσεις διὰ τοὺς φόνους τῶν Βουλγάρων ἐν Μακεδονίᾳ καὶ ἀπῄτησε τὴν σύλληψιν καὶ τιμωρίαν τῶν ἐνόχων. bbox=[536, 341, 788, 481]
divider bbox=[1054, 610, 1592, 611]
article-text: λοῦ ὑφισταμένας φιλικὰς σχέσεις. Οἱ παραβάται θὰ τιμωρηθῶσι συμφώνως τῷ νόμῳ αὐστηρῶς. bbox=[1328, 1469, 1592, 1512]
date-note: Τῇ νεκτὶ τῆς 17ης Ἰανουαρίου bbox=[1416, 1515, 1592, 1530]
article-text: Ἤδη δημοσιεύομεν τὸ κείμενον τῆς προκηρύξεως ταύτης: bbox=[1054, 1656, 1318, 1685]
headline-atmoploia: ΥΠΕΡΩΚΕΑΝΕΙΟΣ ΕΛΛ. ΑΤΜΟΠΛΟΪΑ bbox=[626, 1525, 960, 1548]
article-text: Τεσσαρακονταμελὴς συμμορία ἀνεφάνη εἰς τὸ περίξ τῆς Στρωμνίτσης ὑπὸ τὴν ἀρχηγίαν τοῦ Σιαβαδόντσιου, προσπαθοῦσα νὰ ἀποσπάσῃ τὰ ἐθελοντὰς εἰς τὰ ἐπαναστατικὰ κομιτάτα. Διατρέχει τὴν περιφέρειαν διοργανοῦσα τὰ σώματα νεοσυλλέκτων, καὶ διανέμουσα βραβεῖα εἰς τοὺς ὁπαδούς. Οἱ μὴ συμμορφούμενοι πρὸς τὰς διαταγάς του ἀπειλοῦνται διὰ θανάτου. bbox=[276, 359, 520, 571]
article-text: Τὸ εἰς Βουλγαρίαν ταξείδιον τοῦ πρίγκηπος Διαδόχου εἰς τοὺς ἑλληνικοὺς καὶ βουλγαρικοὺς κύκλους ἄριστην ἐντύπωσιν ἐνεποίησε. bbox=[1054, 287, 1592, 320]
headline-pithanon: ΠΙΘΑΝΟΝ bbox=[352, 44, 444, 66]
column-divider bbox=[1050, 40, 1051, 2210]
masthead: ΜΑΚΕΔΟΝΙΑ bbox=[730, 4, 870, 25]
column-4 bbox=[1054, 44, 1592, 1903]
headline-ivrahim: Ο ΙΒΡΑΗΜ ΒΕΗΣ bbox=[321, 1379, 475, 1402]
headline-patriarcheion: ΠΑΤΡΙΑΡΧΕΙΟΝ ΚΑΙ ΕΞΑΡΧΙΑ bbox=[1191, 356, 1455, 379]
article-text: αὐλικῶν αἱ μεγιστᾶνων. Λαὸς κατὰ χιλιάδας συνωστισμένος περὶ τὸν σταθμὸν καὶ εἰς τὰς ὁδοὺς δι' ὧν ὁ Διάδοχος διῆλθεν ἐπευφήμισαν ἐνθουσιωδέστατα αὐτόν. bbox=[798, 139, 1050, 226]
headline-kriti: ΤΑ ΕΝ ΚΡΗΤΗ bbox=[877, 462, 971, 477]
shipping-advert bbox=[536, 1520, 1050, 1938]
